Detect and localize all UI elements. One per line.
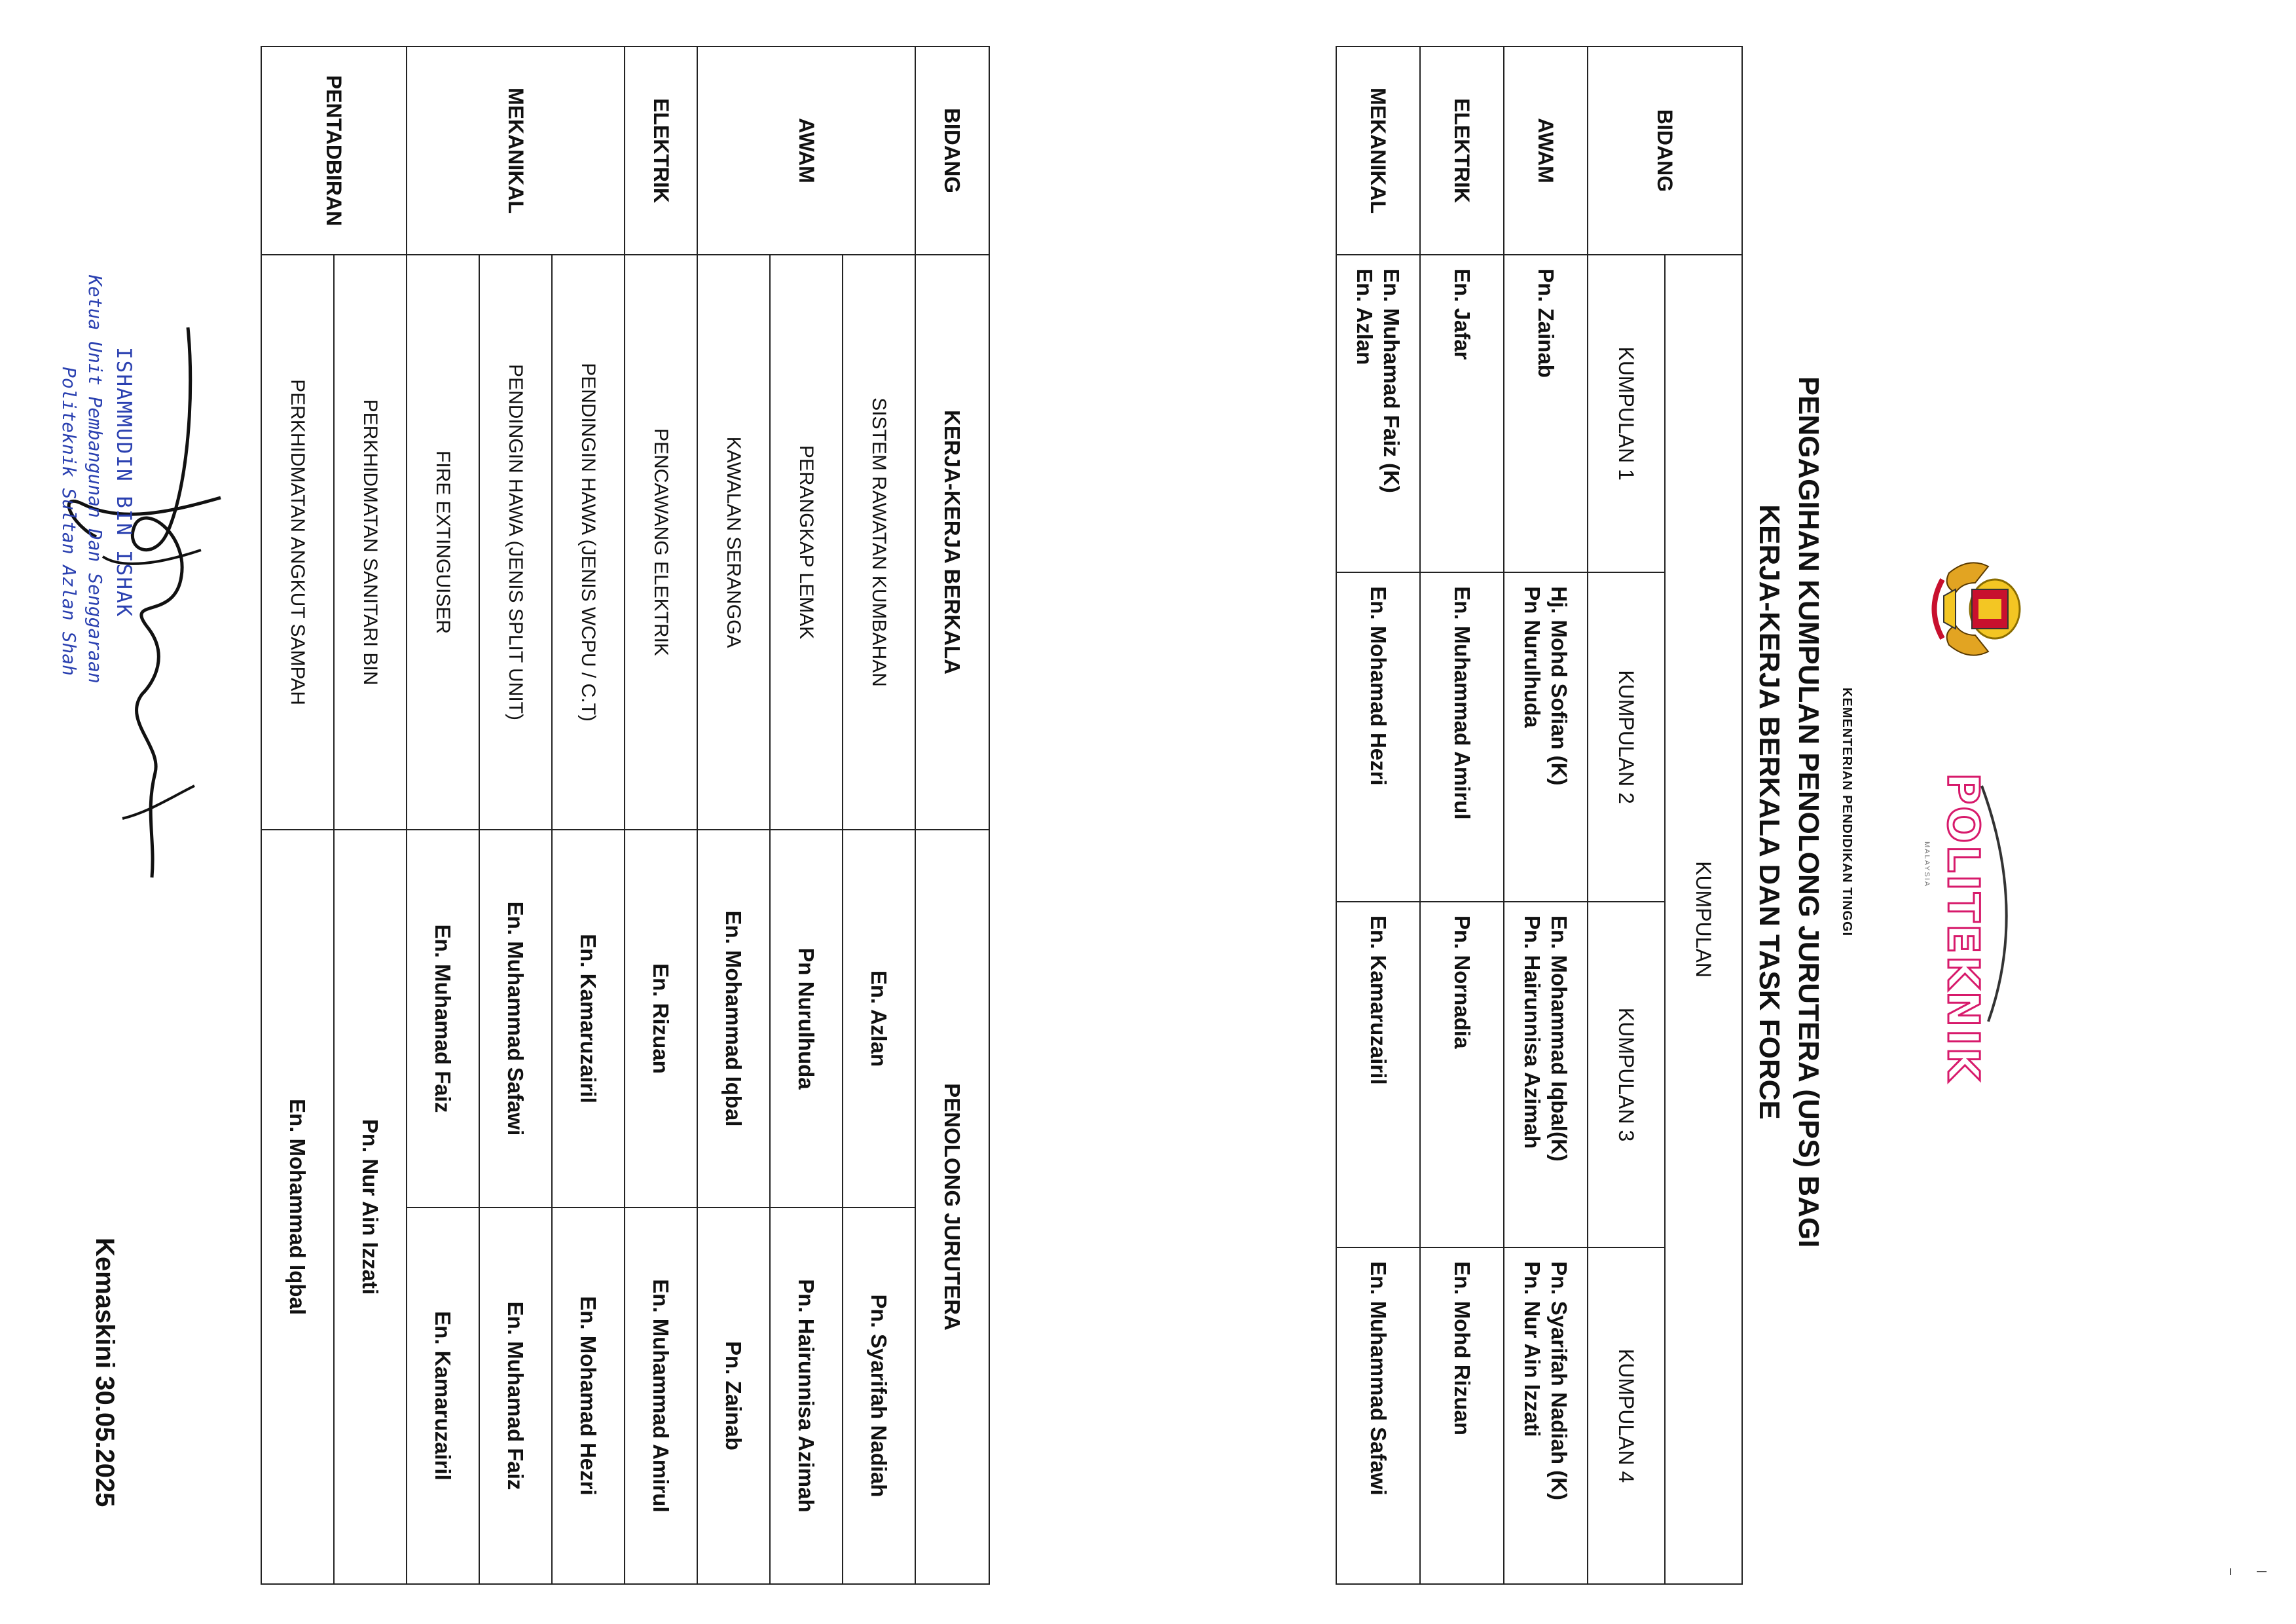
engineer-cell: Pn. Nur Ain Izzati — [334, 830, 407, 1584]
ministry-name: KEMENTERIAN PENDIDIKAN TINGGI — [1840, 687, 1854, 937]
group-cell — [1336, 902, 1420, 1247]
member-name: En. Kamaruzairil — [1366, 915, 1391, 1085]
task-cell: PERKHIDMATAN ANGKUT SAMPAH — [261, 255, 334, 830]
updated-date: Kemaskini 30.05.2025 — [90, 1238, 119, 1507]
engineer-cell: En. Azlan — [843, 830, 915, 1208]
group-cell — [1420, 572, 1504, 902]
group-header-4: KUMPULAN 4 — [1588, 1247, 1665, 1584]
member-name: En. Jafar — [1449, 268, 1474, 360]
engineer-cell: En. Mohammad Iqbal — [697, 830, 770, 1208]
politeknik-logo-subtext: MALAYSIA — [1923, 841, 1931, 888]
task-cell: PENDINGIN HAWA (JENIS WCPU / C.T) — [552, 255, 625, 830]
engineer-cell: En. Mohammad Iqbal — [261, 830, 334, 1584]
table-row — [697, 46, 770, 1584]
task-cell: PENCAWANG ELEKTRIK — [625, 255, 697, 830]
bidang-header: BIDANG — [915, 46, 989, 255]
engineer-cell: En. Muhammad Safawi — [479, 830, 552, 1208]
engineer-cell: En. Mohamad Hezri — [552, 1208, 625, 1584]
engineer-cell: En. Muhamad Faiz — [479, 1208, 552, 1584]
bidang-cell: PENTADBIRAN — [261, 46, 407, 255]
groups-table — [1336, 46, 1743, 1585]
bidang-cell: MEKANIKAL — [1336, 46, 1420, 255]
engineer-cell: Pn. Zainab — [697, 1208, 770, 1584]
member-name: Pn. Nornadia — [1449, 915, 1474, 1049]
member-name: En. Azlan — [1353, 268, 1377, 365]
signatory-institution: Politeknik Sultan Azlan Shah — [58, 367, 80, 676]
group-cell — [1420, 1247, 1504, 1584]
engineer-cell: En. Muhamad Faiz — [407, 830, 479, 1208]
table-row — [334, 46, 407, 1584]
group-cell — [1504, 572, 1588, 902]
task-header: KERJA-KERJA BERKALA — [915, 255, 989, 830]
table-row — [479, 46, 552, 1584]
handwritten-signature — [5, 314, 319, 891]
group-header-3: KUMPULAN 3 — [1588, 902, 1665, 1247]
politeknik-logo-text: POLITEKNIK — [1938, 773, 1988, 1083]
engineer-cell: En. Kamaruzairil — [552, 830, 625, 1208]
member-name: En. Muhammad Amirul — [1449, 586, 1474, 820]
group-cell — [1336, 572, 1420, 902]
member-name: En. Mohamad Hezri — [1366, 586, 1391, 786]
member-name: Pn. Nur Ain Izzati — [1520, 1261, 1544, 1437]
tasks-header-row — [915, 46, 989, 1584]
group-header-2: KUMPULAN 2 — [1588, 572, 1665, 902]
member-name: Pn. Zainab — [1533, 268, 1558, 378]
groups-header-row — [1665, 46, 1742, 1584]
bidang-cell: ELEKTRIK — [1420, 46, 1504, 255]
politeknik-logo — [1916, 773, 2014, 1083]
table-row — [1336, 46, 1420, 1584]
table-row — [1504, 46, 1588, 1584]
task-cell: KAWALAN SERANGGA — [697, 255, 770, 830]
task-cell: FIRE EXTINGUISER — [407, 255, 479, 830]
page-title-line-1: PENGAGIHAN KUMPULAN PENOLONG JURUTERA (UPS) BAGI — [1793, 376, 1825, 1248]
group-cell — [1336, 1247, 1420, 1584]
task-cell: PENDINGIN HAWA (JENIS SPLIT UNIT) — [479, 255, 552, 830]
penolong-jurutera-header: PENOLONG JURUTERA — [915, 830, 989, 1584]
malaysia-crest-icon — [1923, 544, 2034, 674]
group-cell — [1336, 255, 1420, 572]
engineer-cell: Pn. Syarifah Nadiah — [843, 1208, 915, 1584]
task-cell: SISTEM RAWATAN KUMBAHAN — [843, 255, 915, 830]
member-name: En. Muhamad Faiz (K) — [1379, 268, 1404, 493]
member-name: Hj. Mohd Sofian (K) — [1547, 586, 1572, 786]
table-row — [552, 46, 625, 1584]
signatory-name: ISHAMMUDIN BIN ISHAK — [112, 347, 136, 618]
task-cell: PERKHIDMATAN SANITARI BIN — [334, 255, 407, 830]
scan-mark-icon — [2217, 1559, 2270, 1585]
table-row — [770, 46, 843, 1584]
bidang-cell: MEKANIKAL — [407, 46, 625, 255]
group-cell — [1504, 902, 1588, 1247]
group-cell — [1504, 1247, 1588, 1584]
engineer-cell: Pn. Hairunnisa Azimah — [770, 1208, 843, 1584]
engineer-cell: En. Kamaruzairil — [407, 1208, 479, 1584]
bidang-cell: AWAM — [1504, 46, 1588, 255]
engineer-cell: En. Rizuan — [625, 830, 697, 1208]
group-cell — [1420, 255, 1504, 572]
member-name: Pn. Syarifah Nadiah (K) — [1547, 1261, 1572, 1500]
table-row — [625, 46, 697, 1584]
member-name: En. Mohd Rizuan — [1449, 1261, 1474, 1435]
group-header-1: KUMPULAN 1 — [1588, 255, 1665, 572]
kumpulan-header: KUMPULAN — [1665, 255, 1742, 1584]
table-row — [1420, 46, 1504, 1584]
member-name: Pn Nurulhuda — [1520, 586, 1544, 728]
member-name: Pn. Hairunnisa Azimah — [1520, 915, 1544, 1149]
member-name: En. Mohammad Iqbal(K) — [1547, 915, 1572, 1162]
group-cell — [1504, 255, 1588, 572]
engineer-cell: Pn Nurulhuda — [770, 830, 843, 1208]
tasks-table — [261, 46, 990, 1585]
task-cell: PERANGKAP LEMAK — [770, 255, 843, 830]
table-row — [407, 46, 479, 1584]
groups-subheader-row — [1588, 46, 1665, 1584]
member-name: En. Muhammad Safawi — [1366, 1261, 1391, 1496]
bidang-header: BIDANG — [1588, 46, 1742, 255]
bidang-cell: ELEKTRIK — [625, 46, 697, 255]
page-title-line-2: KERJA-KERJA BERKALA DAN TASK FORCE — [1753, 504, 1785, 1120]
signatory-title: Ketua Unit Pembangunan Dan Senggaraan — [84, 275, 106, 684]
engineer-cell: En. Muhammad Amirul — [625, 1208, 697, 1584]
group-cell — [1420, 902, 1504, 1247]
bidang-cell: AWAM — [697, 46, 915, 255]
table-row — [843, 46, 915, 1584]
